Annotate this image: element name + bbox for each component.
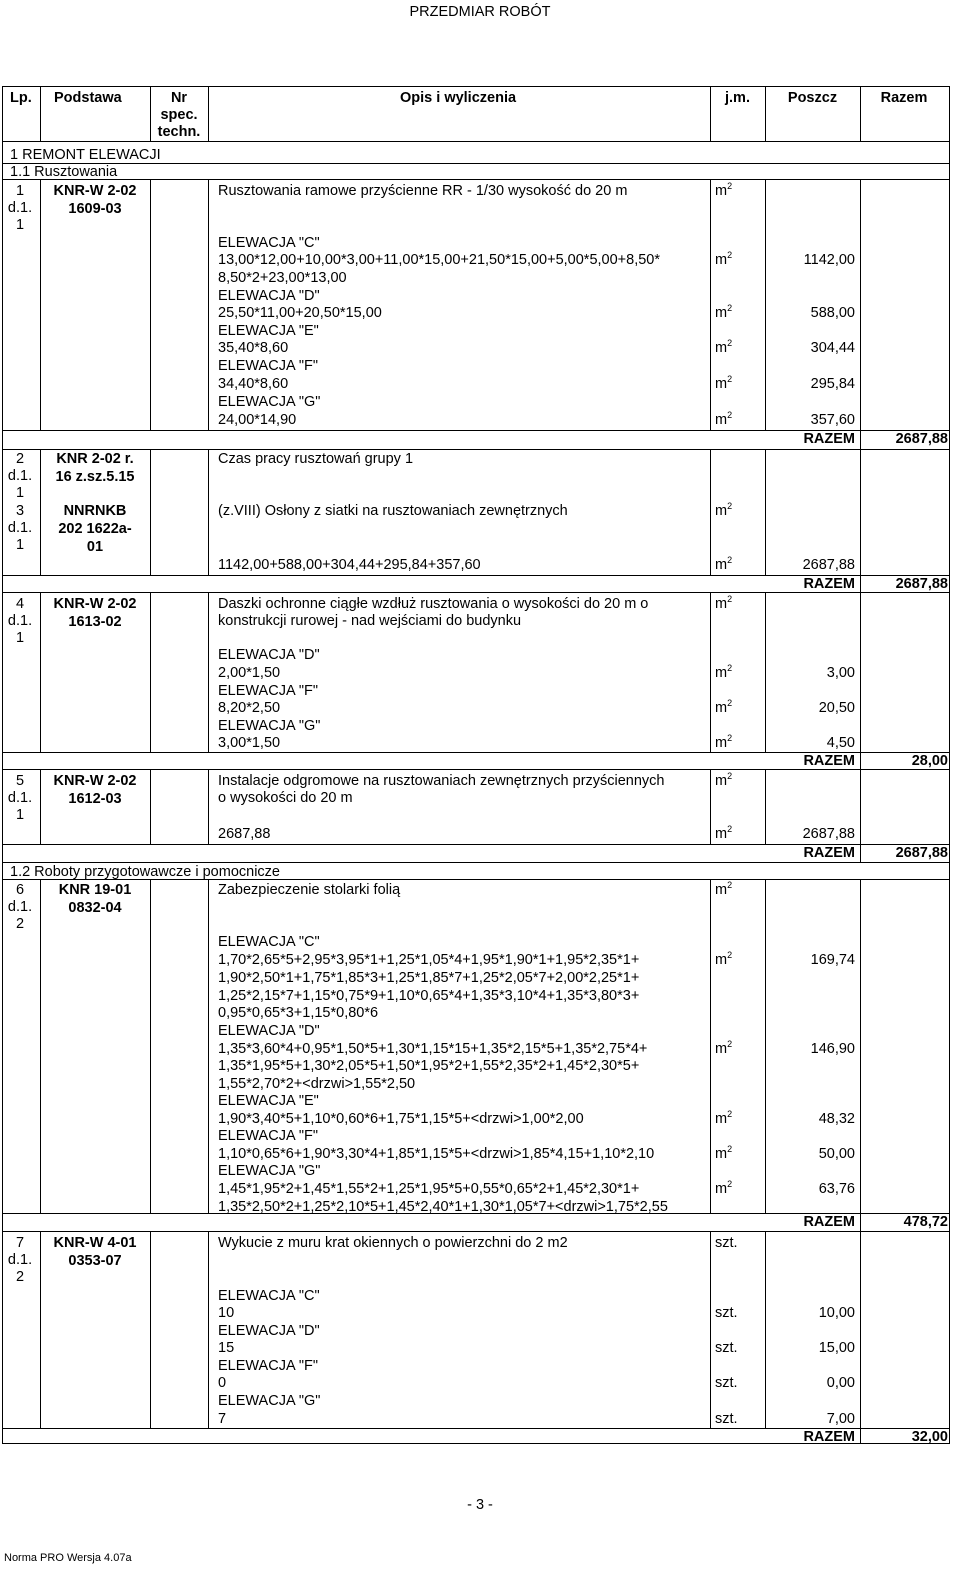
- basis-code: 0353-07: [68, 1253, 122, 1269]
- calc-line: 1142,00+588,00+304,44+295,84+357,60: [218, 557, 481, 573]
- column-divider: [860, 879, 861, 1213]
- item-number: 5: [15, 773, 25, 789]
- item-description: Czas pracy rusztowań grupy 1: [218, 451, 414, 467]
- calc-line: 13,00*12,00+10,00*3,00+11,00*15,00+21,50*15,00+5,00*5,00+8,50*: [218, 252, 661, 268]
- razem-value: 2687,88: [895, 576, 948, 592]
- calc-line: ELEWACJA "G": [218, 394, 321, 410]
- item-description: Rusztowania ramowe przyścienne RR - 1/30 wysokość do 20 m: [218, 183, 628, 199]
- column-header-techn: techn.: [157, 124, 201, 140]
- section-title: 1.2 Roboty przygotowawcze i pomocnicze: [10, 864, 280, 880]
- column-header-spec: spec.: [160, 107, 198, 123]
- unit-exponent: 2: [727, 824, 733, 834]
- software-version: Norma PRO Wersja 4.07a: [4, 1552, 132, 1564]
- column-divider: [860, 1231, 861, 1428]
- column-header-lp: Lp.: [10, 90, 32, 106]
- unit: szt.: [715, 1235, 738, 1251]
- unit-base: m: [715, 557, 728, 573]
- unit-exponent: 2: [727, 303, 733, 313]
- unit: [715, 376, 732, 392]
- calc-line: ELEWACJA "F": [218, 1358, 318, 1374]
- unit-base: m: [715, 700, 728, 716]
- partial-value: 146,90: [810, 1041, 855, 1057]
- row-divider: [2, 1231, 950, 1232]
- unit-exponent: 2: [727, 880, 733, 890]
- item-number: 2: [15, 451, 25, 467]
- unit: [715, 596, 732, 612]
- basis-code: NNRNKB: [63, 503, 127, 519]
- unit-exponent: 2: [727, 555, 733, 565]
- calc-line: 0,95*0,65*3+1,15*0,80*6: [218, 1005, 379, 1021]
- partial-value: 2687,88: [802, 557, 855, 573]
- partial-value: 63,76: [818, 1181, 855, 1197]
- column-divider: [208, 769, 209, 844]
- unit-exponent: 2: [727, 733, 733, 743]
- item-number-suffix: d.1.: [7, 613, 33, 629]
- calc-line: 1,90*3,40*5+1,10*0,60*6+1,75*1,15*5+<drzwi>1,00*2,00: [218, 1111, 584, 1127]
- partial-value: 295,84: [810, 376, 855, 392]
- razem-value: 32,00: [911, 1429, 948, 1445]
- calc-line: 0: [218, 1375, 227, 1391]
- item-number-suffix: d.1.: [7, 1252, 33, 1268]
- partial-value: 304,44: [810, 340, 855, 356]
- unit-exponent: 2: [727, 181, 733, 191]
- column-divider: [208, 592, 209, 752]
- column-divider: [208, 86, 209, 141]
- calc-line: ELEWACJA "F": [218, 358, 318, 374]
- item-description: Instalacje odgromowe na rusztowaniach zewnętrznych przyściennych: [218, 773, 665, 789]
- calc-line: 25,50*11,00+20,50*15,00: [218, 305, 382, 321]
- column-divider: [150, 449, 151, 575]
- unit-base: m: [715, 376, 728, 392]
- partial-value: 2687,88: [802, 826, 855, 842]
- column-divider: [860, 449, 861, 575]
- column-divider: [710, 1231, 711, 1428]
- column-divider: [150, 592, 151, 752]
- column-divider: [208, 449, 209, 575]
- item-number-suffix: 2: [15, 916, 25, 932]
- basis-code: KNR-W 2-02: [53, 596, 137, 612]
- unit: [715, 503, 732, 519]
- unit: [715, 1111, 732, 1127]
- basis-code: KNR 2-02 r.: [56, 451, 134, 467]
- partial-value: 1142,00: [803, 252, 855, 268]
- calc-line: 24,00*14,90: [218, 412, 297, 428]
- partial-value: 0,00: [826, 1375, 855, 1391]
- unit: szt.: [715, 1411, 738, 1427]
- calc-line: ELEWACJA "E": [218, 323, 319, 339]
- unit-base: m: [715, 183, 728, 199]
- unit-base: m: [715, 596, 728, 612]
- unit-base: m: [715, 735, 728, 751]
- calc-line: ELEWACJA "E": [218, 1093, 319, 1109]
- row-divider: [2, 163, 950, 164]
- item-number: 7: [15, 1235, 25, 1251]
- unit: szt.: [715, 1375, 738, 1391]
- unit-base: m: [715, 1146, 728, 1162]
- column-divider: [765, 1231, 766, 1428]
- unit-base: m: [715, 252, 728, 268]
- column-divider: [860, 769, 861, 844]
- razem-value: 2687,88: [895, 845, 948, 861]
- column-divider: [40, 86, 41, 141]
- calc-line: 35,40*8,60: [218, 340, 289, 356]
- page-number: - 3 -: [467, 1497, 493, 1513]
- column-divider: [208, 179, 209, 430]
- column-divider: [150, 1231, 151, 1428]
- row-divider: [2, 449, 950, 450]
- unit: [715, 557, 732, 573]
- row-divider: [2, 862, 950, 863]
- item-description: Wykucie z muru krat okiennych o powierzchni do 2 m2: [218, 1235, 568, 1251]
- razem-label: RAZEM: [803, 753, 855, 769]
- calc-line: 1,35*1,95*5+1,30*2,05*5+1,50*1,95*2+1,55*2,35*2+1,45*2,30*5+: [218, 1058, 640, 1074]
- calc-line: 1,90*2,50*1+1,75*1,85*3+1,25*1,85*7+1,25*2,05*7+2,00*2,25*1+: [218, 970, 640, 986]
- section-title: 1.1 Rusztowania: [10, 164, 118, 180]
- calc-line: ELEWACJA "G": [218, 718, 321, 734]
- calc-line: ELEWACJA "D": [218, 288, 320, 304]
- section-title: 1 REMONT ELEWACJI: [10, 147, 161, 163]
- calc-line: 10: [218, 1305, 235, 1321]
- basis-code: KNR-W 4-01: [53, 1235, 137, 1251]
- calc-line: ELEWACJA "F": [218, 683, 318, 699]
- unit: [715, 665, 732, 681]
- razem-label: RAZEM: [803, 576, 855, 592]
- unit: szt.: [715, 1340, 738, 1356]
- calc-line: ELEWACJA "C": [218, 1288, 320, 1304]
- column-divider: [710, 879, 711, 1213]
- unit: [715, 826, 732, 842]
- unit-exponent: 2: [727, 374, 733, 384]
- calc-line: ELEWACJA "D": [218, 1023, 320, 1039]
- column-header-nr: Nr: [170, 90, 188, 106]
- unit: [715, 252, 732, 268]
- row-divider: [2, 141, 950, 142]
- basis-code: 1612-03: [68, 791, 122, 807]
- column-divider: [150, 879, 151, 1213]
- razem-label: RAZEM: [803, 1429, 855, 1445]
- calc-line: 2687,88: [218, 826, 271, 842]
- column-divider: [710, 449, 711, 575]
- column-header-razem: Razem: [880, 90, 928, 106]
- item-number-suffix: 2: [15, 1269, 25, 1285]
- column-divider: [710, 769, 711, 844]
- partial-value: 169,74: [810, 952, 855, 968]
- item-number-suffix: d.1.: [7, 468, 33, 484]
- unit: [715, 700, 732, 716]
- row-divider: [2, 592, 950, 593]
- item-number-suffix: d.1.: [7, 200, 33, 216]
- item-number-suffix: d.1.: [7, 790, 33, 806]
- basis-code: 202 1622a-: [58, 521, 132, 537]
- column-divider: [208, 879, 209, 1213]
- calc-line: 1,10*0,65*6+1,90*3,30*4+1,85*1,15*5+<drzwi>1,85*4,15+1,10*2,10: [218, 1146, 655, 1162]
- column-divider: [860, 179, 861, 430]
- item-description: konstrukcji rurowej - nad wejściami do budynku: [218, 613, 522, 629]
- unit: [715, 882, 732, 898]
- partial-value: 357,60: [810, 412, 855, 428]
- razem-label: RAZEM: [803, 431, 855, 447]
- calc-line: ELEWACJA "C": [218, 235, 320, 251]
- row-divider: [2, 179, 950, 180]
- unit-exponent: 2: [727, 1179, 733, 1189]
- column-divider: [150, 179, 151, 430]
- unit-exponent: 2: [727, 1144, 733, 1154]
- calc-line: ELEWACJA "D": [218, 647, 320, 663]
- row-divider: [2, 769, 950, 770]
- unit: [715, 340, 732, 356]
- calc-line: 1,25*2,15*7+1,15*0,75*9+1,10*0,65*4+1,35*3,10*4+1,35*3,80*3+: [218, 988, 640, 1004]
- column-header-poszcz: Poszcz: [787, 90, 838, 106]
- item-number: 6: [15, 882, 25, 898]
- basis-code: 1609-03: [68, 201, 122, 217]
- unit-exponent: 2: [727, 338, 733, 348]
- partial-value: 588,00: [810, 305, 855, 321]
- basis-code: KNR-W 2-02: [53, 773, 137, 789]
- unit: [715, 735, 732, 751]
- unit: szt.: [715, 1305, 738, 1321]
- partial-value: 15,00: [818, 1340, 855, 1356]
- calc-line: ELEWACJA "C": [218, 934, 320, 950]
- item-number-suffix: 1: [15, 807, 25, 823]
- column-divider: [150, 769, 151, 844]
- unit: [715, 952, 732, 968]
- partial-value: 3,00: [826, 665, 855, 681]
- partial-value: 10,00: [818, 1305, 855, 1321]
- item-number: 3: [15, 503, 25, 519]
- partial-value: 7,00: [826, 1411, 855, 1427]
- unit-exponent: 2: [727, 1039, 733, 1049]
- unit: [715, 305, 732, 321]
- item-number-suffix: 1: [15, 537, 25, 553]
- unit-base: m: [715, 952, 728, 968]
- calc-line: 1,45*1,95*2+1,45*1,55*2+1,25*1,95*5+0,55*0,65*2+1,45*2,30*1+: [218, 1181, 640, 1197]
- calc-line: 7: [218, 1411, 227, 1427]
- column-divider: [860, 592, 861, 752]
- partial-value: 20,50: [818, 700, 855, 716]
- unit-base: m: [715, 503, 728, 519]
- partial-value: 50,00: [818, 1146, 855, 1162]
- column-header-opis: Opis i wyliczenia: [400, 90, 517, 106]
- calc-line: ELEWACJA "G": [218, 1163, 321, 1179]
- razem-value: 28,00: [911, 753, 948, 769]
- unit-base: m: [715, 665, 728, 681]
- calc-line: ELEWACJA "G": [218, 1393, 321, 1409]
- unit-base: m: [715, 340, 728, 356]
- item-description: Zabezpieczenie stolarki folią: [218, 882, 401, 898]
- unit-exponent: 2: [727, 698, 733, 708]
- basis-code: 1613-02: [68, 614, 122, 630]
- calc-line: 1,35*2,50*2+1,25*2,10*5+1,45*2,40*1+1,30*1,05*7+<drzwi>1,75*2,55: [218, 1199, 668, 1215]
- unit-exponent: 2: [727, 594, 733, 604]
- calc-line: 1,55*2,70*2+<drzwi>1,55*2,50: [218, 1076, 416, 1092]
- item-number-suffix: 1: [15, 630, 25, 646]
- calc-line: 2,00*1,50: [218, 665, 281, 681]
- unit-exponent: 2: [727, 410, 733, 420]
- column-divider: [40, 879, 41, 1213]
- item-number: 4: [15, 596, 25, 612]
- calc-line: 8,50*2+23,00*13,00: [218, 270, 347, 286]
- calc-line: 3,00*1,50: [218, 735, 281, 751]
- column-header-jm: j.m.: [725, 90, 750, 106]
- calc-line: 1,70*2,65*5+2,95*3,95*1+1,25*1,05*4+1,95*1,90*1+1,95*2,35*1+: [218, 952, 640, 968]
- calc-line: ELEWACJA "F": [218, 1128, 318, 1144]
- calc-line: 8,20*2,50: [218, 700, 281, 716]
- razem-label: RAZEM: [803, 1214, 855, 1230]
- unit: [715, 183, 732, 199]
- unit-base: m: [715, 1041, 728, 1057]
- unit-exponent: 2: [727, 771, 733, 781]
- unit-base: m: [715, 1181, 728, 1197]
- calc-line: 34,40*8,60: [218, 376, 289, 392]
- unit: [715, 412, 732, 428]
- unit-exponent: 2: [727, 250, 733, 260]
- column-header-podstawa: Podstawa: [54, 90, 122, 106]
- unit-base: m: [715, 826, 728, 842]
- unit: [715, 1181, 732, 1197]
- calc-line: ELEWACJA "D": [218, 1323, 320, 1339]
- unit-exponent: 2: [727, 663, 733, 673]
- column-divider: [710, 179, 711, 430]
- unit-exponent: 2: [727, 950, 733, 960]
- unit: [715, 773, 732, 789]
- razem-value: 478,72: [903, 1214, 948, 1230]
- document-title: PRZEDMIAR ROBÓT: [409, 4, 551, 20]
- item-description: Daszki ochronne ciągłe wzdłuż rusztowania o wysokości do 20 m o: [218, 596, 649, 612]
- item-number: 1: [15, 183, 25, 199]
- basis-code: KNR 19-01: [58, 882, 132, 898]
- unit-base: m: [715, 882, 728, 898]
- razem-value: 2687,88: [895, 431, 948, 447]
- basis-code: 01: [86, 539, 104, 555]
- basis-code: KNR-W 2-02: [53, 183, 137, 199]
- partial-value: 4,50: [826, 735, 855, 751]
- partial-value: 48,32: [818, 1111, 855, 1127]
- item-number-suffix: 1: [15, 485, 25, 501]
- item-number-suffix: d.1.: [7, 899, 33, 915]
- basis-code: 0832-04: [68, 900, 122, 916]
- unit-base: m: [715, 1111, 728, 1127]
- item-number-suffix: 1: [15, 217, 25, 233]
- item-number-suffix: d.1.: [7, 520, 33, 536]
- unit: [715, 1041, 732, 1057]
- item-description: o wysokości do 20 m: [218, 790, 353, 806]
- calc-line: 1,35*3,60*4+0,95*1,50*5+1,30*1,15*15+1,35*2,15*5+1,35*2,75*4+: [218, 1041, 648, 1057]
- basis-code: 16 z.sz.5.15: [55, 469, 135, 485]
- calc-line: 15: [218, 1340, 235, 1356]
- unit: [715, 1146, 732, 1162]
- unit-base: m: [715, 773, 728, 789]
- unit-base: m: [715, 412, 728, 428]
- item-description: (z.VIII) Osłony z siatki na rusztowaniach zewnętrznych: [218, 503, 568, 519]
- unit-exponent: 2: [727, 501, 733, 511]
- razem-label: RAZEM: [803, 845, 855, 861]
- unit-base: m: [715, 305, 728, 321]
- unit-exponent: 2: [727, 1109, 733, 1119]
- column-divider: [710, 592, 711, 752]
- column-divider: [208, 1231, 209, 1428]
